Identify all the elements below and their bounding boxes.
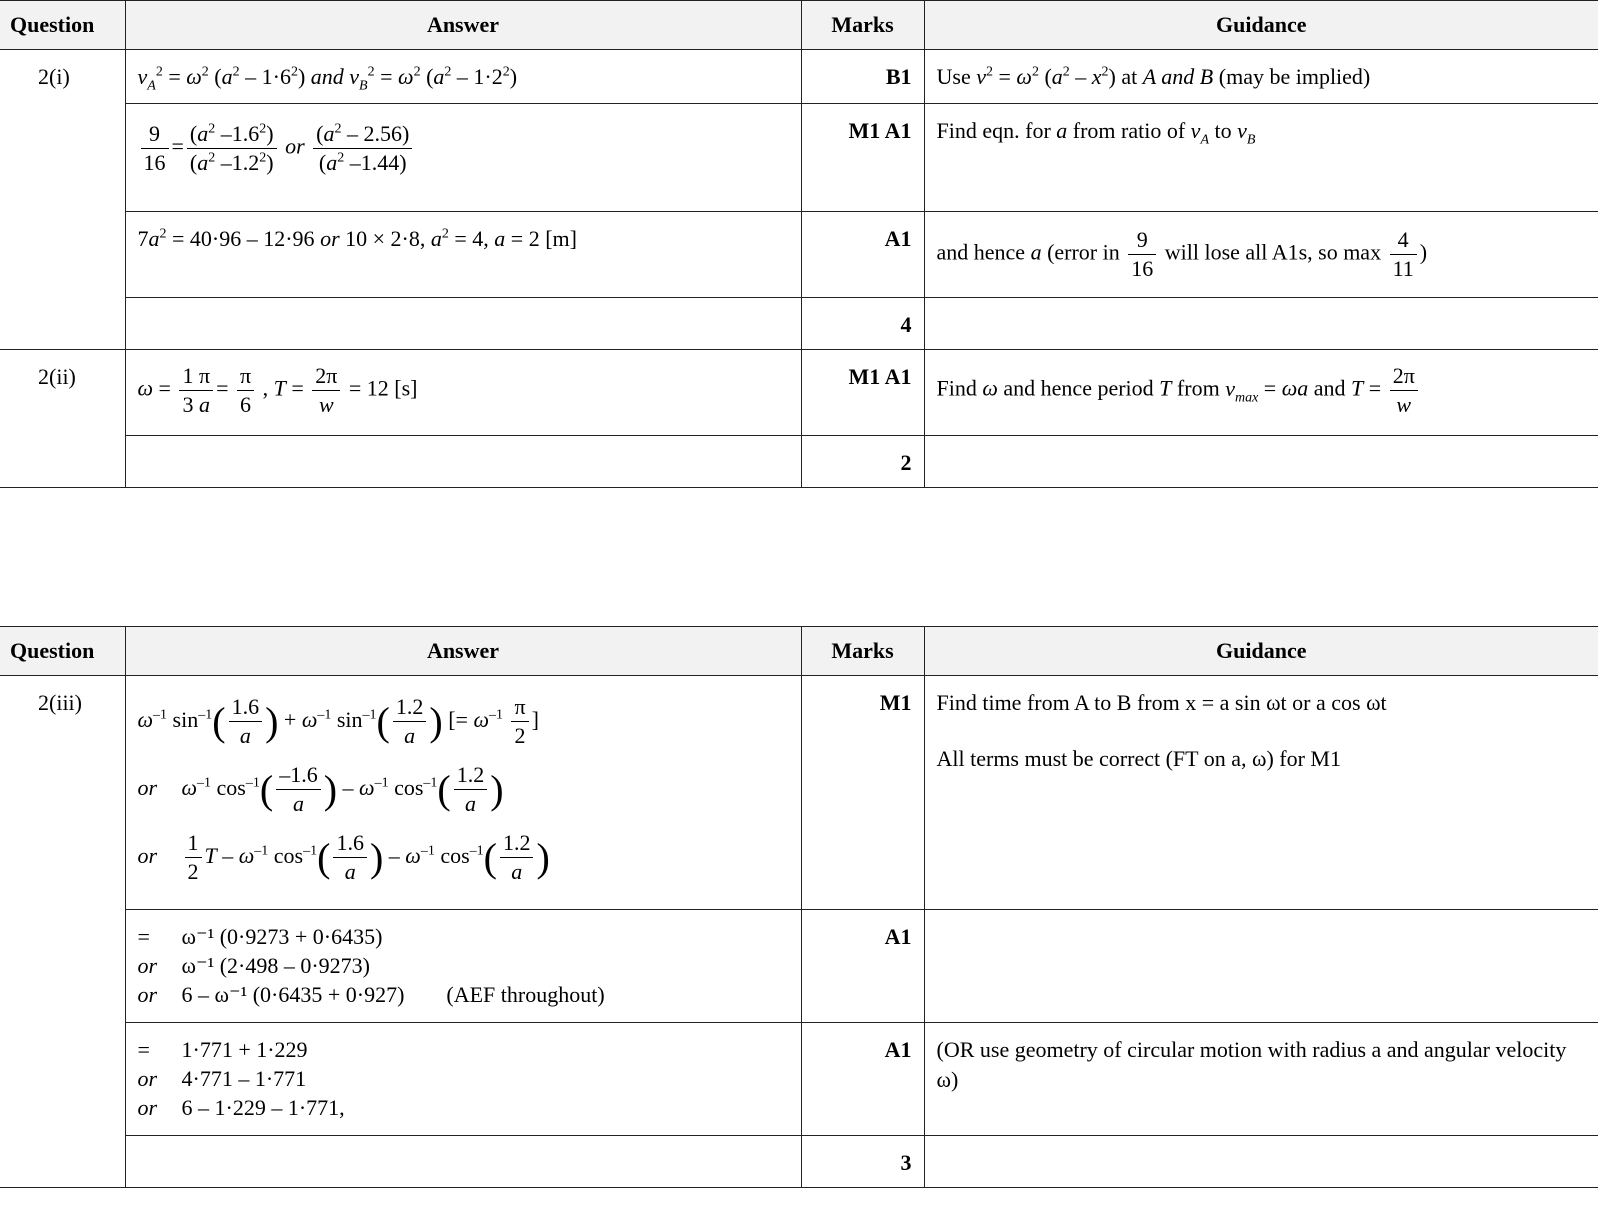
math-line: 1·771 + 1·229 xyxy=(181,1037,308,1062)
guidance-text: and hence a (error in $\frac{9}{16}$ will lose all A1s, so max $\frac{4}{11}$ ) xyxy=(936,227,1428,281)
answer-cell xyxy=(125,1023,801,1136)
header-answer: Answer xyxy=(125,627,801,676)
marks-value: M1 A1 xyxy=(848,118,912,143)
marks-cell xyxy=(801,350,924,436)
guidance-cell xyxy=(924,104,1598,212)
guidance-fragment: Find eqn. for xyxy=(936,118,1057,143)
answer-cell xyxy=(125,350,801,436)
guidance-cell xyxy=(924,350,1598,436)
guidance-text: Use $v^2 = \omega^2$ $(a^2 - x^2)$ at A and B (may be implied) xyxy=(936,64,1371,89)
guidance-text: Find ω and hence period T from $v_{max} = \omega a$ and T = $\frac{2\pi}{w}$ xyxy=(925,350,1599,419)
table-row xyxy=(0,212,1598,298)
header-row xyxy=(0,1,1598,50)
answer-math: $\frac{9}{16}$ = $\frac{(a^2 -1.6^2)}{(a^2 -1.2^2)}$ or $\frac{(a^2 - 2.56)}{(a^2 -1.44)}$ xyxy=(126,104,801,177)
guidance-text: Find eqn. for a from ratio of $v_A$ to $v_B$ xyxy=(936,118,1256,148)
answer-math: ω = $\frac{1 \pi}{3 a}$ = $\frac{\pi}{6}$ , T = $\frac{2\pi}{w}$ = 12 [s] xyxy=(137,363,418,417)
marks-cell xyxy=(801,910,924,1023)
fraction: $\frac{(a^2 - 2.56)}{(a^2 -1.44)}$ xyxy=(313,120,412,177)
question-cell xyxy=(0,50,125,350)
fraction: $\frac{\pi}{6}$ xyxy=(237,362,254,419)
guidance-fragment: from ratio of xyxy=(1067,118,1191,143)
answer-cell xyxy=(125,50,801,104)
question-cell xyxy=(0,350,125,488)
answer-cell xyxy=(125,436,801,488)
guidance-fragment: Find xyxy=(936,375,983,401)
math-line: ω⁻¹ (0·9273 + 0·6435) xyxy=(181,924,383,949)
guidance-fragment: and hence period xyxy=(997,375,1160,401)
answer-math: = ω⁻¹ (0·9273 + 0·6435) or ω⁻¹ (2·498 – 0·9273) or 6 – ω⁻¹ (0·6435 + 0·927) (AEF throughout) xyxy=(137,924,605,1007)
guidance-cell xyxy=(924,50,1598,104)
answer-math: = 1·771 + 1·229 or 4·771 – 1·771 or 6 – 1·229 – 1·771, xyxy=(137,1037,345,1120)
guidance-fragment: A and B xyxy=(1142,64,1214,89)
table-row xyxy=(0,50,1598,104)
guidance-cell xyxy=(924,1023,1598,1136)
marks-cell xyxy=(801,50,924,104)
markscheme-table-2 xyxy=(0,626,1598,1188)
math-line: 4·771 – 1·771 xyxy=(181,1066,307,1091)
answer-math: $7a^2 = 40\cdot 96 - 12\cdot 96$ or 10 × 2·8, $a^2 = 4$, a = 2 [m] xyxy=(137,226,577,251)
answer-math: $v_A^2 = \omega^2$ $(a^2 - 1\cdot 6^2)$ and $v_B^2 = \omega^2$ $(a^2 - 1\cdot 2^2)$ xyxy=(137,64,518,94)
marks-cell xyxy=(801,104,924,212)
guidance-line: Find time from A to B from x = a sin ωt or a cos ωt xyxy=(936,690,1387,715)
fraction: $\frac{2\pi}{w}$ xyxy=(1390,362,1418,419)
marks-value: A1 xyxy=(884,1037,912,1062)
answer-cell xyxy=(125,1136,801,1188)
marks-cell xyxy=(801,436,924,488)
guidance-cell xyxy=(924,298,1598,350)
guidance-fragment: and xyxy=(1308,375,1352,401)
table-row xyxy=(0,676,1598,910)
table-row xyxy=(0,298,1598,350)
marks-value: A1 xyxy=(884,924,912,949)
header-question: Question xyxy=(0,627,125,676)
guidance-cell xyxy=(924,212,1598,298)
marks-value: B1 xyxy=(885,64,912,89)
marks-total: 4 xyxy=(900,312,912,337)
marks-cell xyxy=(801,1136,924,1188)
answer-cell xyxy=(125,910,801,1023)
math-line: ω⁻¹ (2·498 – 0·9273) xyxy=(181,953,370,978)
fraction: $\frac{1 \pi}{3 a}$ xyxy=(179,362,213,419)
guidance-cell xyxy=(924,910,1598,1023)
math-line: 6 – ω⁻¹ (0·6435 + 0·927) xyxy=(181,982,405,1007)
header-row xyxy=(0,627,1598,676)
header-guidance: Guidance xyxy=(924,627,1598,676)
table-row xyxy=(0,910,1598,1023)
marks-value: M1 A1 xyxy=(848,364,912,389)
answer-cell xyxy=(125,298,801,350)
table-row xyxy=(0,1136,1598,1188)
header-marks: Marks xyxy=(801,627,924,676)
math-line: or $\omega^{-1}$ $\cos^{-1}$( $\frac{-1.6}{a}$ ) – $\omega^{-1}$ $\cos^{-1}$( $\frac{1.2}{a}$ ) xyxy=(137,762,504,817)
table-row xyxy=(0,104,1598,212)
fraction: $\frac{9}{16}$ xyxy=(141,120,169,177)
math-line: or $\frac{1}{2}$ T – $\omega^{-1}$ $\cos^{-1}$( $\frac{1.6}{a}$ ) – $\omega^{-1}$ $\cos^{-1}$( $\frac{1.2}{a}$ ) xyxy=(137,830,550,885)
guidance-fragment: (may be implied) xyxy=(1213,64,1371,89)
guidance-fragment: and hence xyxy=(936,239,1031,265)
marks-value: A1 xyxy=(884,226,912,251)
marks-cell xyxy=(801,298,924,350)
answer-cell xyxy=(125,676,801,910)
guidance-cell xyxy=(924,676,1598,910)
guidance-fragment: to xyxy=(1209,118,1238,143)
answer-cell xyxy=(125,104,801,212)
header-marks: Marks xyxy=(801,1,924,50)
guidance-fragment: at xyxy=(1115,64,1143,89)
table-row xyxy=(0,350,1598,436)
math-line: $\omega^{-1}$ $\sin^{-1}$( $\frac{1.6}{a}$ ) + $\omega^{-1}$ $\sin^{-1}$( $\frac{1.2}{a}$ ) [= $\omega^{-1}$ $\frac{\pi}{2}$ ] xyxy=(137,694,539,749)
question-cell xyxy=(0,676,125,1188)
answer-cell xyxy=(125,212,801,298)
fraction: $\frac{9}{16}$ xyxy=(1128,226,1156,283)
guidance-cell xyxy=(924,436,1598,488)
guidance-text xyxy=(925,676,1599,774)
guidance-fragment: Use xyxy=(936,64,977,89)
marks-cell xyxy=(801,212,924,298)
marks-total: 3 xyxy=(900,1150,912,1175)
question-label: 2(ii) xyxy=(38,364,76,389)
marks-cell xyxy=(801,676,924,910)
marks-cell xyxy=(801,1023,924,1136)
answer-math xyxy=(126,676,801,890)
math-line: 6 – 1·229 – 1·771, xyxy=(181,1095,345,1120)
table-row xyxy=(0,436,1598,488)
fraction: $\frac{(a^2 -1.6^2)}{(a^2 -1.2^2)}$ xyxy=(187,120,277,177)
table-row xyxy=(0,1023,1598,1136)
marks-total: 2 xyxy=(900,450,912,475)
fraction: $\frac{2\pi}{w}$ xyxy=(312,362,340,419)
fraction: $\frac{4}{11}$ xyxy=(1390,226,1417,283)
question-label: 2(i) xyxy=(38,64,70,89)
markscheme-table-1 xyxy=(0,0,1598,488)
guidance-fragment: will lose all A1s, so max xyxy=(1159,239,1387,265)
header-answer: Answer xyxy=(125,1,801,50)
marks-value: M1 xyxy=(879,690,912,715)
guidance-fragment: from xyxy=(1171,375,1226,401)
guidance-line: All terms must be correct (FT on a, ω) for M1 xyxy=(936,746,1341,771)
guidance-cell xyxy=(924,1136,1598,1188)
guidance-fragment: (error in xyxy=(1041,239,1126,265)
guidance-text: (OR use geometry of circular motion with radius a and angular velocity ω) xyxy=(936,1037,1567,1092)
aef-note: (AEF throughout) xyxy=(446,982,605,1007)
header-question: Question xyxy=(0,1,125,50)
header-guidance: Guidance xyxy=(924,1,1598,50)
question-label: 2(iii) xyxy=(38,690,82,715)
